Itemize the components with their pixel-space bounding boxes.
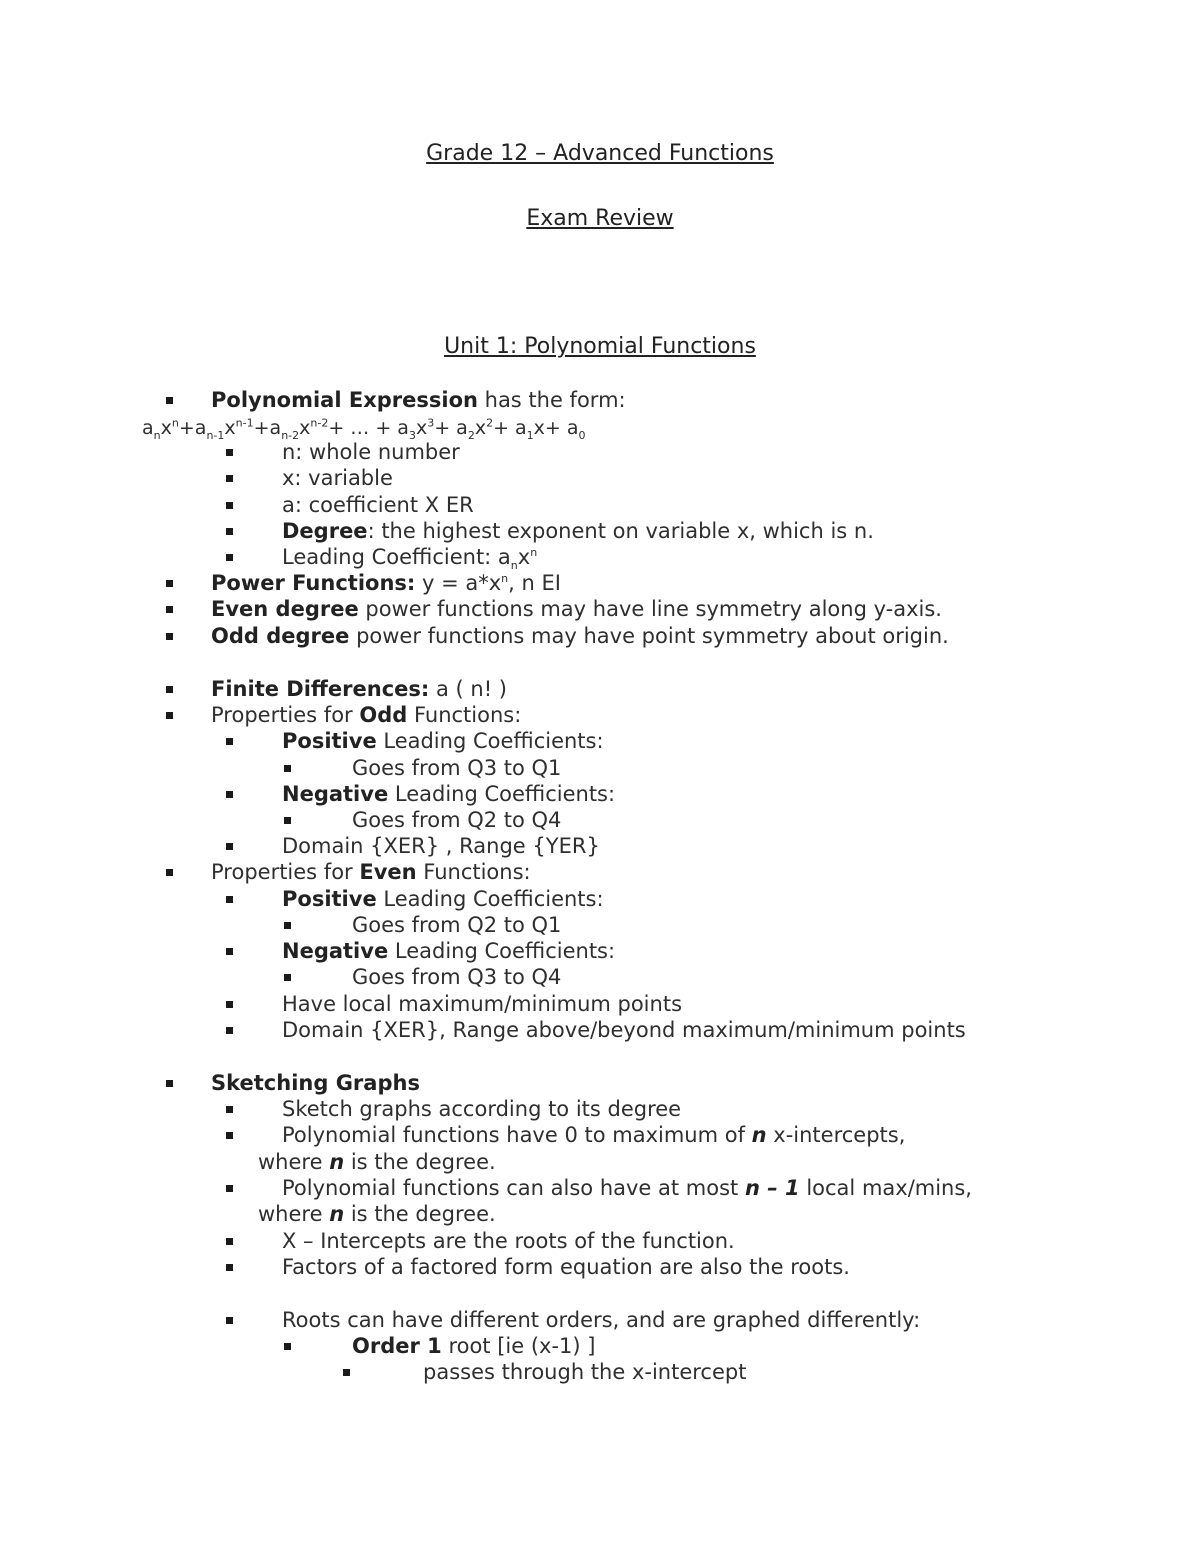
bullet [166, 606, 173, 613]
even-positive: Positive Leading Coefficients: [282, 887, 604, 911]
poly-expression-line [211, 387, 626, 413]
even-degree: Even degree power functions may have line symmetry along y-axis. [211, 597, 942, 621]
sketch-local-max: Polynomial functions can also have at most n – 1 local max/mins, [282, 1176, 972, 1200]
bullet [166, 397, 173, 404]
bullet [226, 1001, 233, 1008]
bullet [226, 1185, 233, 1192]
sketch-factors: Factors of a factored form equation are also the roots. [282, 1255, 850, 1279]
sketch-degree: Sketch graphs according to its degree [282, 1097, 682, 1121]
bullet [226, 791, 233, 798]
document-title: Grade 12 – Advanced Functions [426, 141, 774, 166]
odd-negative: Negative Leading Coefficients: [282, 782, 616, 806]
odd-negative-goes: Goes from Q2 to Q4 [352, 808, 562, 832]
bullet [166, 1080, 173, 1087]
bullet [284, 1343, 291, 1350]
sketching-graphs: Sketching Graphs [211, 1071, 420, 1095]
bullet [226, 1132, 233, 1139]
local-max-min: Have local maximum/minimum points [282, 992, 683, 1016]
bullet [166, 712, 173, 719]
a-definition: a: coefficient X ER [282, 493, 474, 517]
even-negative-goes: Goes from Q3 to Q4 [352, 965, 562, 989]
sketch-intercepts-cont: where n is the degree. [258, 1150, 496, 1174]
bullet [226, 449, 233, 456]
bullet [166, 686, 173, 693]
even-domain: Domain {XER}, Range above/beyond maximum/minimum points [282, 1018, 966, 1042]
bullet [343, 1369, 350, 1376]
bullet [166, 580, 173, 587]
bullet [226, 554, 233, 561]
document-subtitle: Exam Review [526, 206, 674, 231]
bullet [226, 1238, 233, 1245]
sketch-intercepts: Polynomial functions have 0 to maximum of n x-intercepts, [282, 1123, 906, 1147]
bullet [226, 738, 233, 745]
sketch-roots: X – Intercepts are the roots of the function. [282, 1229, 735, 1253]
bullet [226, 843, 233, 850]
finite-differences: Finite Differences: a ( n! ) [211, 677, 507, 701]
even-properties: Properties for Even Functions: [211, 860, 531, 884]
odd-properties: Properties for Odd Functions: [211, 703, 522, 727]
bullet [226, 475, 233, 482]
bullet [226, 1027, 233, 1034]
poly-expression-rest: has the form: [477, 388, 626, 412]
polynomial-formula: $a_nx^n+a_{n-1}x^{n-1}+a_{n-2}x^{n-2}+$ … + $a_3x^3+ a_2x^2+ a_1x+ a_0$ [142, 416, 586, 442]
unit-title: Unit 1: Polynomial Functions [444, 334, 756, 359]
power-functions: Power Functions: $y = a*x^n$, n EI [211, 571, 561, 595]
order-1-root: Order 1 root [ie (x-1) ] [352, 1334, 596, 1358]
bullet [284, 974, 291, 981]
bullet [284, 765, 291, 772]
bullet [166, 633, 173, 640]
bullet [284, 817, 291, 824]
bullet [226, 1106, 233, 1113]
bullet [166, 869, 173, 876]
bullet [226, 896, 233, 903]
bullet [226, 1264, 233, 1271]
degree-definition: Degree: the highest exponent on variable x, which is n. [282, 519, 874, 543]
odd-positive-goes: Goes from Q3 to Q1 [352, 756, 562, 780]
n-definition: n: whole number [282, 440, 460, 464]
odd-domain: Domain {XER} , Range {YER} [282, 834, 600, 858]
odd-positive: Positive Leading Coefficients: [282, 729, 604, 753]
bullet [226, 502, 233, 509]
bullet [226, 528, 233, 535]
x-definition: x: variable [282, 466, 393, 490]
leading-coefficient: Leading Coefficient: $a_nx^n$ [282, 545, 538, 573]
even-positive-goes: Goes from Q2 to Q1 [352, 913, 562, 937]
passes-through: passes through the x-intercept [423, 1360, 747, 1384]
roots-orders: Roots can have different orders, and are graphed differently: [282, 1308, 921, 1332]
even-negative: Negative Leading Coefficients: [282, 939, 616, 963]
bullet [226, 1317, 233, 1324]
poly-expression-label: Polynomial Expression [211, 388, 478, 412]
sketch-local-max-cont: where n is the degree. [258, 1202, 496, 1226]
bullet [226, 948, 233, 955]
odd-degree: Odd degree power functions may have point symmetry about origin. [211, 624, 949, 648]
bullet [284, 922, 291, 929]
